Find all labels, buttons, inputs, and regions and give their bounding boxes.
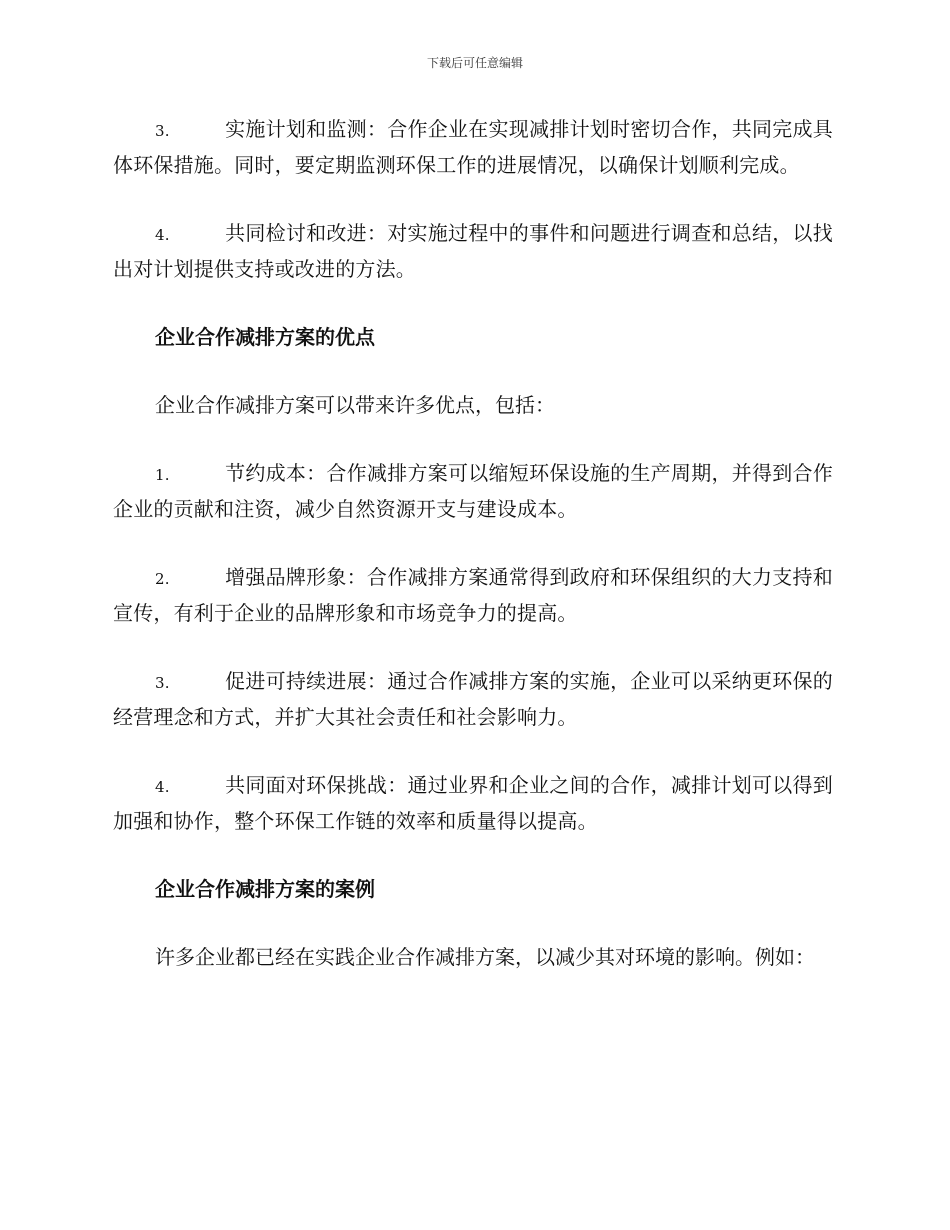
list-item-number: 4.	[155, 226, 170, 244]
list-item-number: 4.	[155, 778, 170, 796]
list-item	[113, 112, 833, 182]
list-item-text: 增强品牌形象：合作减排方案通常得到政府和环保组织的大力支持和宣传，有利于企业的品牌形象和市场竞争力的提高。	[113, 565, 833, 625]
advantages-intro: 企业合作减排方案可以带来许多优点，包括：	[155, 393, 555, 417]
document-body	[113, 112, 833, 1008]
section-heading-advantages: 企业合作减排方案的优点	[155, 325, 375, 349]
list-item	[113, 456, 833, 526]
list-item	[113, 560, 833, 630]
list-item-number: 3.	[155, 674, 170, 692]
list-item-number: 2.	[155, 570, 170, 588]
list-item-number: 3.	[155, 122, 170, 140]
cases-intro: 许多企业都已经在实践企业合作减排方案，以减少其对环境的影响。例如：	[155, 945, 815, 969]
list-item-text: 促进可持续进展：通过合作减排方案的实施，企业可以采纳更环保的经营理念和方式，并扩大其社会责任和社会影响力。	[113, 669, 833, 729]
section-heading-cases: 企业合作减排方案的案例	[155, 877, 375, 901]
list-item-number: 1.	[155, 466, 170, 484]
list-item-text: 共同面对环保挑战：通过业界和企业之间的合作，减排计划可以得到加强和协作，整个环保工作链的效率和质量得以提高。	[113, 773, 833, 833]
header-note: 下载后可任意编辑	[426, 56, 523, 70]
list-item-text: 共同检讨和改进：对实施过程中的事件和问题进行调查和总结，以找出对计划提供支持或改进的方法。	[113, 221, 833, 281]
list-item	[113, 216, 833, 286]
list-item	[113, 664, 833, 734]
list-item-text: 实施计划和监测：合作企业在实现减排计划时密切合作，共同完成具体环保措施。同时，要定期监测环保工作的进展情况，以确保计划顺利完成。	[113, 117, 833, 177]
list-item	[113, 768, 833, 838]
list-item-text: 节约成本：合作减排方案可以缩短环保设施的生产周期，并得到合作企业的贡献和注资，减少自然资源开支与建设成本。	[113, 461, 833, 521]
